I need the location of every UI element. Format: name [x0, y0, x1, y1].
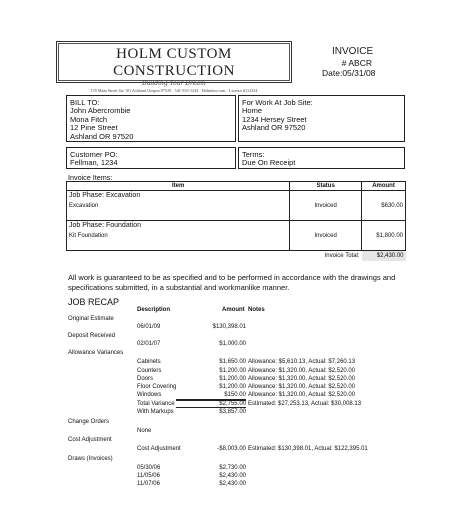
invoice-total-row — [67, 251, 406, 261]
recap-desc: With Markups — [137, 409, 174, 415]
recap-desc: 05/30/06 — [137, 465, 161, 471]
terms-label: Terms: — [242, 150, 265, 159]
recap-desc: Windows — [137, 392, 162, 398]
job-site-line: Home — [242, 106, 263, 115]
job-recap-title: JOB RECAP — [68, 297, 120, 307]
item-amount: $630.00 — [362, 201, 406, 211]
recap-section-original: Original Estimate — [68, 316, 114, 322]
recap-desc: Counters — [137, 368, 162, 374]
table-row — [67, 211, 406, 221]
table-row — [67, 231, 406, 241]
company-tagline: Building Your Dream — [142, 80, 206, 87]
empty-cell — [362, 191, 406, 201]
company-logo-inner — [58, 43, 290, 93]
phase-name: Job Phase: Excavation — [67, 191, 290, 201]
item-status: Invoiced — [290, 201, 362, 211]
item-status: Invoiced — [290, 231, 362, 241]
item-name: Kit Foundation — [67, 231, 290, 241]
recap-desc: Cabinets — [137, 359, 161, 365]
bill-to-line: Ashland OR 97520 — [70, 131, 134, 141]
invoice-total-label: Invoice Total: — [324, 252, 360, 259]
recap-desc: None — [137, 428, 152, 434]
empty-cell — [290, 241, 362, 251]
recap-amount: $2,755.00 — [176, 400, 246, 408]
recap-desc: 11/05/06 — [137, 473, 160, 479]
job-site-box — [238, 95, 405, 142]
recap-amount: $3,857.00 — [219, 409, 246, 415]
recap-note: Allowance: $1,320.00, Actual: $2,520.00 — [248, 392, 356, 398]
empty-cell — [290, 191, 362, 201]
invoice-items-table — [66, 181, 406, 261]
invoice-date: Date:05/31/08 — [322, 68, 376, 78]
column-header-status: Status — [290, 182, 362, 191]
recap-desc: 06/01/09 — [137, 324, 161, 330]
recap-note: Estimated: $130,398.01, Actual: $122,395.01 — [248, 446, 368, 452]
job-site-line: Ashland OR 97520 — [242, 123, 306, 132]
recap-note: Estimated: $27,253.13, Actual: $30,008.13 — [248, 401, 362, 407]
guarantee-text: All work is guaranteed to be as specified and to be performed in accordance with the drawings and specifications submitted, in a substantial and workmanlike manner. — [68, 273, 396, 292]
recap-amount: $1,650.00 — [219, 359, 246, 365]
recap-note: Allowance: $1,320.00, Actual: $2,520.00 — [248, 368, 356, 374]
job-site-label: For Work At Job Site: — [242, 98, 313, 107]
company-address: 135 Main Street Ste 101 Ashland Oregon 97520 · 541-555-1234 · Holmlaw.com · License #112344 — [90, 88, 258, 93]
customer-po-label: Customer PO: — [70, 150, 118, 159]
terms-box — [238, 147, 405, 169]
table-row — [67, 201, 406, 211]
phase-name: Job Phase: Foundation — [67, 221, 290, 231]
bill-to-label: BILL TO: — [70, 98, 100, 107]
invoice-title: INVOICE — [332, 46, 374, 57]
recap-amount: $1,200.00 — [219, 368, 246, 374]
table-row — [67, 241, 406, 251]
bill-to-line: Mona Fitch — [70, 114, 108, 124]
recap-section-cost-adjustment: Cost Adjustment — [68, 437, 112, 443]
recap-section-deposit: Deposit Received — [68, 333, 116, 339]
invoice-items-label: Invoice Items: — [68, 173, 113, 182]
recap-amount: $1,200.00 — [219, 376, 246, 382]
recap-desc: Doors — [137, 376, 154, 382]
recap-amount: $150.00 — [176, 392, 246, 400]
recap-header-amount: Amount — [222, 307, 245, 313]
empty-cell — [290, 221, 362, 231]
recap-section-allowances: Allowance Variances — [68, 350, 124, 356]
recap-note: Allowance: $5,610.13, Actual: $7,260.13 — [248, 359, 356, 365]
recap-amount: $130,398.01 — [212, 324, 246, 330]
customer-po-box — [66, 147, 236, 169]
recap-amount: $1,200.00 — [219, 384, 246, 390]
company-name: HOLM CUSTOM CONSTRUCTION — [113, 46, 235, 79]
recap-desc: 11/07/06 — [137, 481, 160, 487]
recap-header-notes: Notes — [248, 307, 265, 313]
empty-cell — [67, 211, 290, 221]
empty-cell — [362, 241, 406, 251]
company-logo — [56, 41, 292, 93]
recap-amount: -$8,003.00 — [217, 446, 246, 452]
table-header-row — [67, 182, 406, 191]
table-row — [67, 191, 406, 201]
recap-desc: Cost Adjustment — [137, 446, 181, 452]
recap-amount: $1,000.00 — [219, 341, 246, 347]
job-site-line: 1234 Hersey Street — [242, 114, 307, 124]
recap-section-change-orders: Change Orders — [68, 419, 110, 425]
invoice-number: # ABCR — [341, 58, 372, 68]
invoice-total-value: $2,430.00 — [362, 251, 406, 261]
column-header-item: Item — [67, 182, 290, 191]
recap-header-description: Description — [137, 307, 171, 313]
item-name: Excavation — [67, 201, 290, 211]
table-row — [67, 221, 406, 231]
terms-value: Due On Receipt — [242, 158, 296, 167]
recap-amount: $2,430.00 — [219, 473, 246, 479]
bill-to-line: John Abercrombie — [70, 106, 131, 115]
recap-amount: $2,430.00 — [219, 481, 246, 487]
recap-desc: Total Variance — [137, 401, 175, 407]
item-amount: $1,800.00 — [362, 231, 406, 241]
empty-cell — [290, 211, 362, 221]
customer-po-value: Fellman, 1234 — [70, 158, 118, 167]
recap-desc: 02/01/07 — [137, 341, 161, 347]
recap-amount: $2,730.00 — [219, 465, 246, 471]
recap-section-draws: Draws (Invoices) — [68, 456, 113, 462]
column-header-amount: Amount — [362, 182, 406, 191]
bill-to-line: 12 Pine Street — [70, 123, 118, 132]
empty-cell — [67, 251, 290, 261]
empty-cell — [362, 221, 406, 231]
recap-note: Allowance: $1,320.00, Actual: $2,520.00 — [248, 384, 356, 390]
recap-desc: Floor Covering — [137, 384, 177, 390]
bill-to-box — [66, 95, 236, 142]
empty-cell — [362, 211, 406, 221]
empty-cell — [67, 241, 290, 251]
recap-note: Allowance: $1,320.00, Actual: $2,520.00 — [248, 376, 356, 382]
